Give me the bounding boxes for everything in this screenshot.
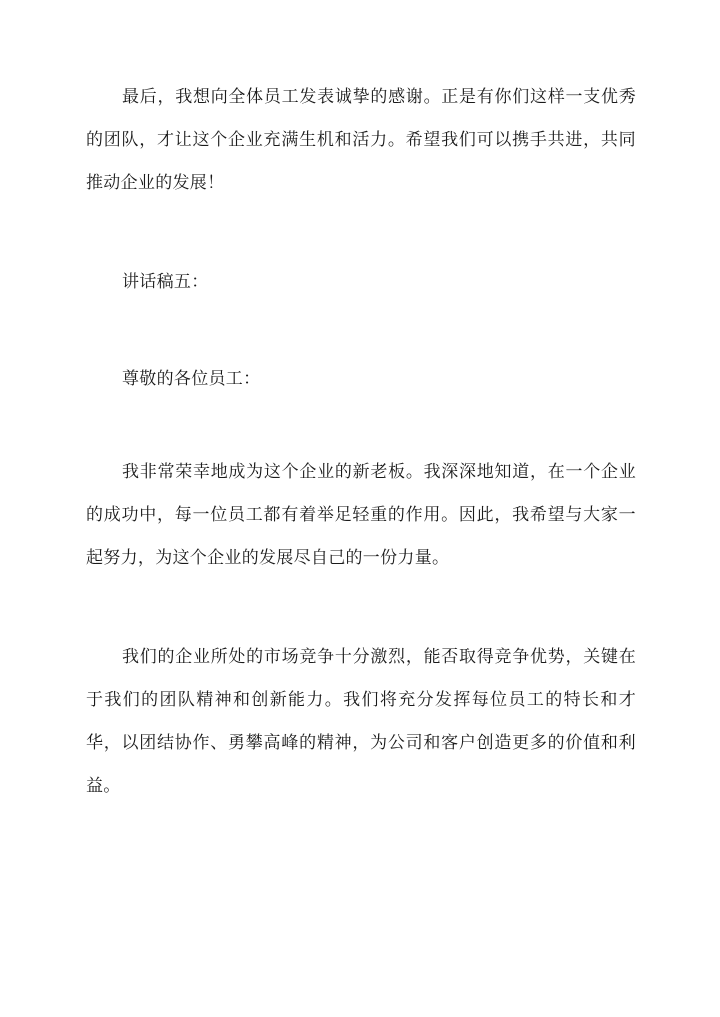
salutation: 尊敬的各位员工：	[122, 369, 261, 389]
closing-thanks-paragraph: 最后，我想向全体员工发表诚挚的感谢。正是有你们这样一支优秀的团队，才让这个企业充满生机和活力。希望我们可以携手共进，共同推动企业的发展！	[86, 87, 636, 193]
competition-paragraph: 我们的企业所处的市场竞争十分激烈，能否取得竞争优势，关键在于我们的团队精神和创新能力。我们将充分发挥每位员工的特长和才华，以团结协作、勇攀高峰的精神，为公司和客户创造更多的价值和利益。	[86, 647, 636, 796]
section-title: 讲话稿五：	[122, 272, 209, 292]
intro-paragraph: 我非常荣幸地成为这个企业的新老板。我深深地知道，在一个企业的成功中，每一位员工都有着举足轻重的作用。因此，我希望与大家一起努力，为这个企业的发展尽自己的一份力量。	[86, 462, 636, 568]
